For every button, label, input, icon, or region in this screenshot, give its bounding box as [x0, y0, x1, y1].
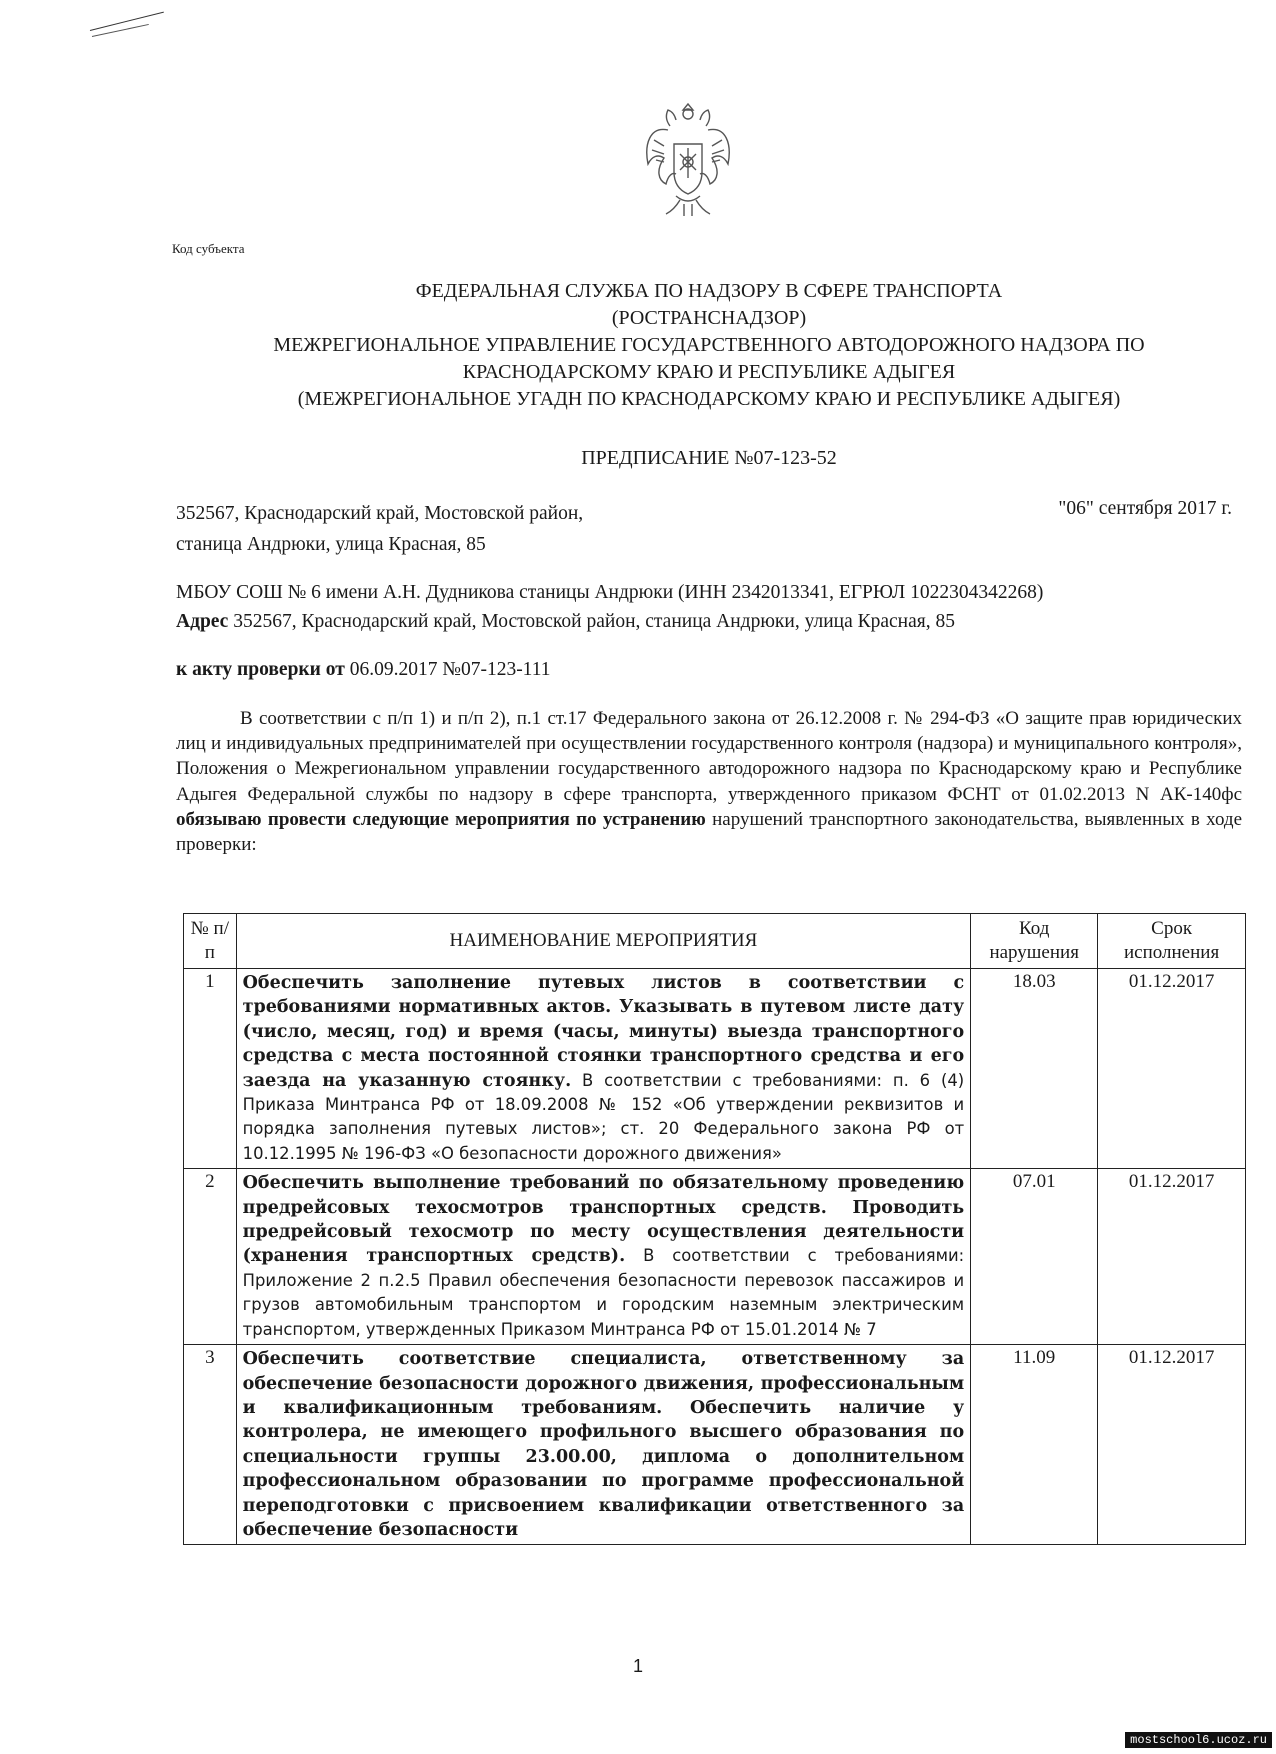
act-reference-label: к акту проверки от: [176, 659, 345, 680]
agency-abbr-line: (РОСТРАНСНАДЗОР): [611, 307, 807, 329]
act-reference: [176, 659, 551, 681]
recipient-address: [176, 607, 1043, 636]
agency-name-line: ФЕДЕРАЛЬНАЯ СЛУЖБА ПО НАДЗОРУ В СФЕРЕ ТРАНСПОРТА: [415, 280, 1003, 302]
row-action: Обеспечить заполнение путевых листов в соответствии с требованиями нормативных актов. Указывать в путевом листе дату (число, месяц, год) и время (часы, минуты) выезда транспортного средства с места постоянной стоянки транспортного средства и его заезда на указанную стоянку.: [242, 973, 965, 1091]
issuer-address-line1: 352567, Краснодарский край, Мостовской район,: [176, 503, 584, 524]
table-header-row: [184, 914, 1246, 969]
coat-of-arms-emblem: [640, 100, 736, 226]
recipient-address-label: Адрес: [176, 611, 229, 632]
row-num: 1: [184, 969, 237, 1169]
header-name: НАИМЕНОВАНИЕ МЕРОПРИЯТИЯ: [236, 914, 971, 969]
order-date: "06" сентября 2017 г.: [1058, 498, 1232, 519]
row-num: 2: [184, 1169, 237, 1345]
row-code: 18.03: [971, 969, 1098, 1169]
recipient-block: [176, 578, 1043, 636]
subject-code-label: Код субъекта: [172, 241, 245, 256]
intro-bold: обязываю провести следующие мероприятия по устранению: [176, 808, 706, 830]
row-description: [236, 969, 971, 1169]
table-row: [184, 1169, 1246, 1345]
row-description: [236, 1169, 971, 1345]
measures-table: [183, 913, 1246, 1545]
department-name-line: МЕЖРЕГИОНАЛЬНОЕ УПРАВЛЕНИЕ ГОСУДАРСТВЕННОГО АВТОДОРОЖНОГО НАДЗОРА ПО: [273, 334, 1145, 356]
row-code: 11.09: [971, 1345, 1098, 1545]
intro-paragraph: [176, 706, 1242, 857]
row-description: [236, 1345, 971, 1545]
page-number: 1: [632, 1656, 643, 1676]
header-term: Срок исполнения: [1098, 914, 1246, 969]
row-num: 3: [184, 1345, 237, 1545]
row-term: 01.12.2017: [1098, 1345, 1246, 1545]
act-reference-value: 06.09.2017 №07-123-111: [344, 659, 551, 680]
pen-mark-2: [92, 24, 149, 37]
row-legal-basis: В соответствии с требованиями: п. 6 (4) Приказа Минтранса РФ от 18.09.2008 № 152 «Об утверждении реквизитов и порядка заполнения путевых листов»; ст. 20 Федерального закона РФ от 10.12.1995 № 196-ФЗ «О безопасности дорожного движения»: [242, 1070, 965, 1163]
row-code: 07.01: [971, 1169, 1098, 1345]
recipient-address-value: 352567, Краснодарский край, Мостовской район, станица Андрюки, улица Красная, 85: [228, 611, 955, 632]
table-row: [184, 1345, 1246, 1545]
row-term: 01.12.2017: [1098, 1169, 1246, 1345]
table-row: [184, 969, 1246, 1169]
header-code: Код нарушения: [971, 914, 1098, 969]
recipient-org: МБОУ СОШ № 6 имени А.Н. Дудникова станицы Андрюки (ИНН 2342013341, ЕГРЮЛ 1022304342268): [176, 582, 1044, 603]
issuer-address-line2: станица Андрюки, улица Красная, 85: [176, 534, 486, 555]
agency-header: [150, 278, 1268, 413]
row-legal-basis: В соответствии с требованиями: Приложение 2 п.2.5 Правил обеспечения безопасности перевозок пассажиров и грузов автомобильным транспортом и городским наземным электрическим транспортом, утвержденных Приказом Минтранса РФ от 15.01.2014 № 7: [242, 1246, 965, 1339]
department-abbr-line: (МЕЖРЕГИОНАЛЬНОЕ УГАДН ПО КРАСНОДАРСКОМУ КРАЮ И РЕСПУБЛИКЕ АДЫГЕЯ): [297, 388, 1121, 410]
row-action: Обеспечить выполнение требований по обязательному проведению предрейсовых техосмотров транспортных средств. Проводить предрейсовый техосмотр по месту осуществления деятельности (хранения транспортных средств).: [242, 1173, 965, 1267]
department-region-line: КРАСНОДАРСКОМУ КРАЮ И РЕСПУБЛИКЕ АДЫГЕЯ: [462, 361, 956, 383]
row-action: Обеспечить соответствие специалиста, ответственному за обеспечение безопасности дорожного движения, профессиональным и квалификационным требованиям. Обеспечить наличие у контролера, не имеющего профильного высшего образования по специальности группы 23.00.00, диплома о дополнительном профессиональном образовании по программе профессиональной переподготовки с присвоением квалификации ответственного за обеспечение безопасности: [242, 1349, 965, 1540]
intro-tail: нарушений транспортного законодательства, выявленных в ходе проверки:: [176, 808, 1243, 856]
site-watermark: mostschool6.ucoz.ru: [1125, 1732, 1272, 1748]
row-term: 01.12.2017: [1098, 969, 1246, 1169]
intro-text: В соответствии с п/п 1) и п/п 2), п.1 ст.17 Федерального закона от 26.12.2008 г. № 294-ФЗ «О защите прав юридических лиц и индивидуальных предпринимателей при осуществлении государственного контроля (надзора) и муниципального контроля», Положения о Межрегиональном управлении государственного автодорожного надзора по Краснодарскому краю и Республике Адыгея Федеральной службы по надзору в сфере транспорта, утвержденного приказом ФСНТ от 01.02.2013 N АК-140фс: [176, 708, 1242, 805]
header-num: № п/п: [184, 914, 237, 969]
order-title: ПРЕДПИСАНИЕ №07-123-52: [581, 447, 837, 469]
issuer-address: [176, 498, 583, 560]
